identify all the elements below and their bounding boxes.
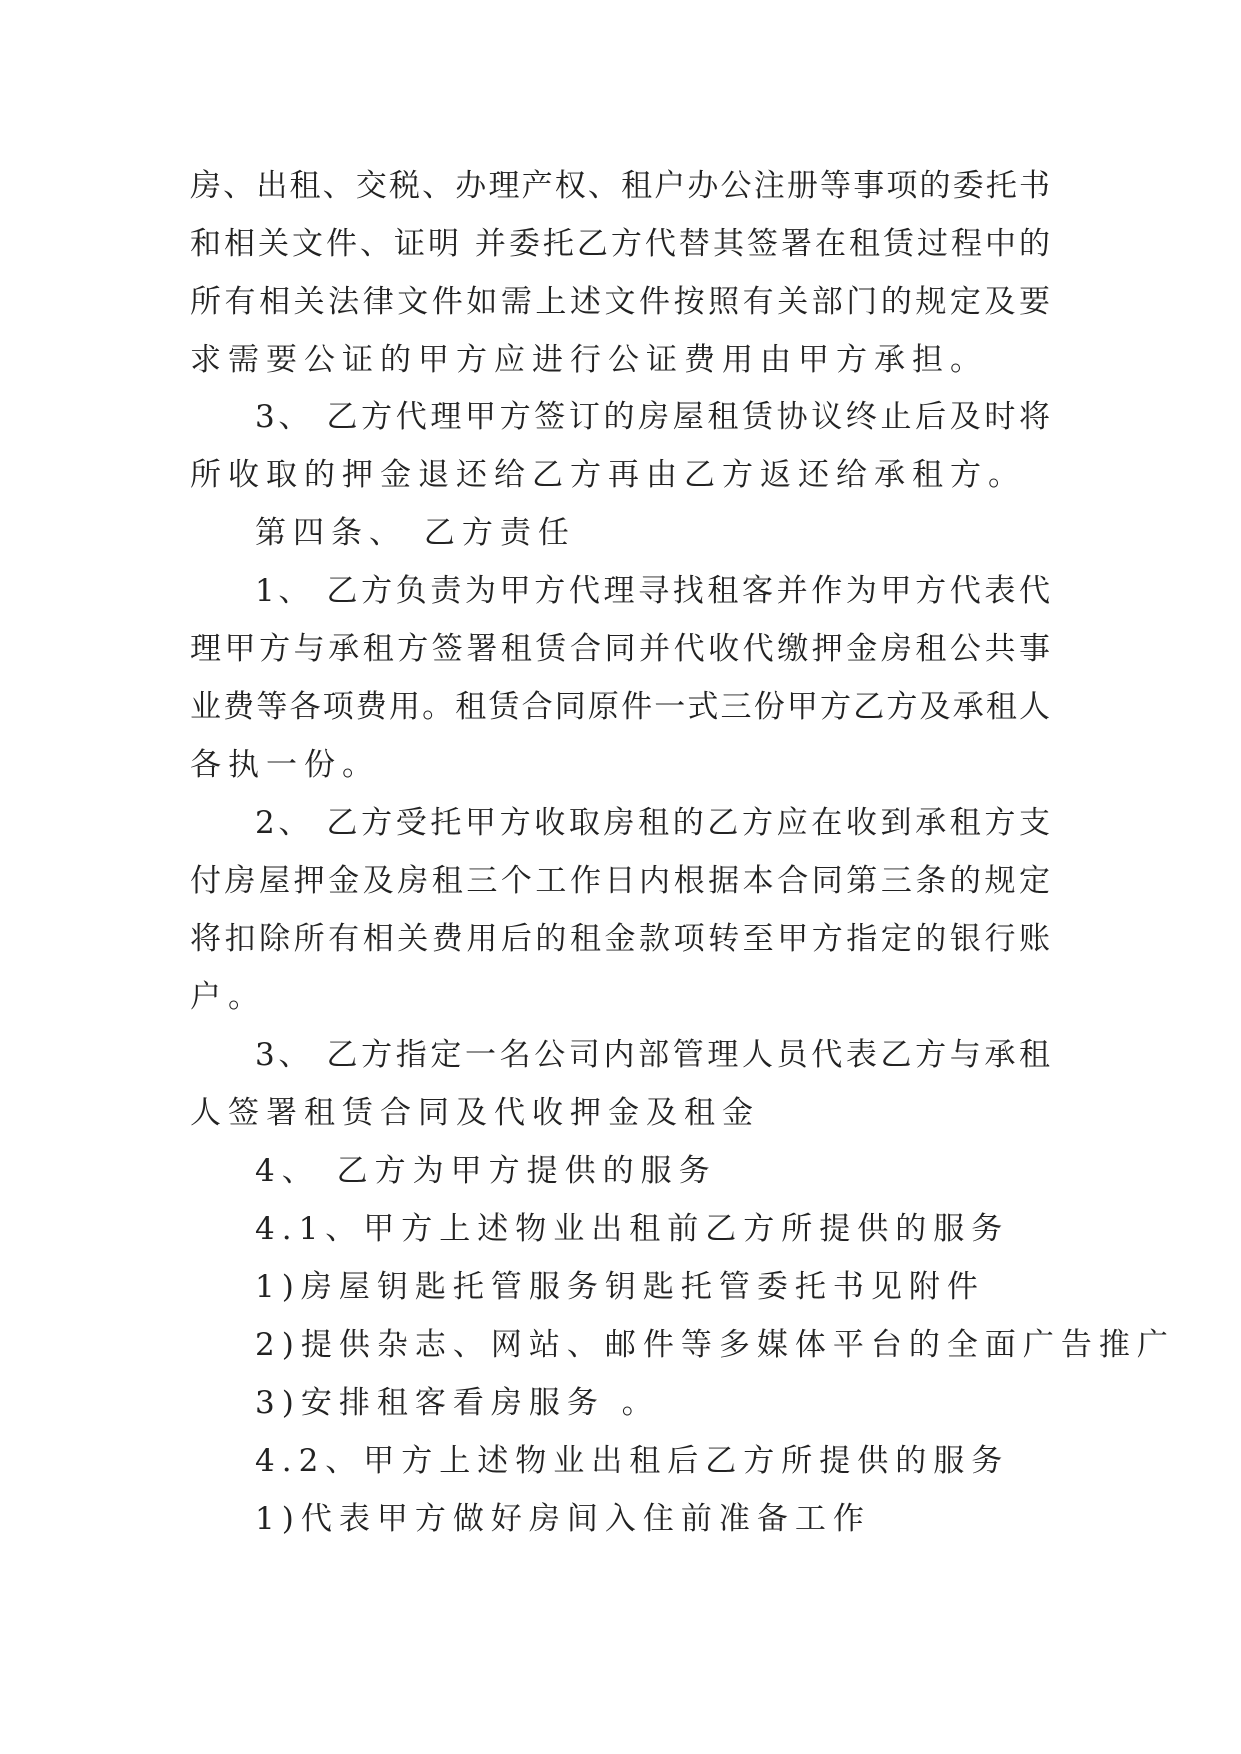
text-line-4: 求需要公证的甲方应进行公证费用由甲方承担。 [190, 342, 988, 378]
text-line-6: 所收取的押金退还给乙方再由乙方返还给承租方。 [190, 457, 1026, 493]
text-line-15: 户。 [190, 979, 266, 1015]
text-line-13: 付房屋押金及房租三个工作日内根据本合同第三条的规定 [190, 863, 1050, 899]
text-line-11: 各执一份。 [190, 747, 380, 783]
text-line-9: 理甲方与承租方签署租赁合同并代收代缴押金房租公共事 [190, 631, 1050, 667]
section-heading: 第四条、 乙方责任 [255, 515, 576, 551]
text-line-1: 房、出租、交税、办理产权、租户办公注册等事项的委托书 [190, 168, 1050, 204]
text-line-17: 人签署租赁合同及代收押金及租金 [190, 1095, 760, 1131]
text-line-3: 所有相关法律文件如需上述文件按照有关部门的规定及要 [190, 284, 1050, 320]
text-line-16: 3、 乙方指定一名公司内部管理人员代表乙方与承租 [255, 1037, 1050, 1073]
text-line-24: 1)代表甲方做好房间入住前准备工作 [255, 1501, 871, 1537]
text-line-21: 2)提供杂志、网站、邮件等多媒体平台的全面广告推广 [255, 1327, 1175, 1363]
text-line-8: 1、 乙方负责为甲方代理寻找租客并作为甲方代表代 [255, 573, 1050, 609]
text-line-20: 1)房屋钥匙托管服务钥匙托管委托书见附件 [255, 1269, 985, 1305]
text-line-10: 业费等各项费用。租赁合同原件一式三份甲方乙方及承租人 [190, 689, 1050, 725]
text-line-5: 3、 乙方代理甲方签订的房屋租赁协议终止后及时将 [255, 399, 1050, 435]
text-line-19: 4.1、甲方上述物业出租前乙方所提供的服务 [255, 1211, 1010, 1247]
text-line-2: 和相关文件、证明 并委托乙方代替其签署在租赁过程中的 [190, 226, 1050, 262]
text-line-23: 4.2、甲方上述物业出租后乙方所提供的服务 [255, 1443, 1010, 1479]
text-line-22: 3)安排租客看房服务 。 [255, 1385, 660, 1421]
text-line-14: 将扣除所有相关费用后的租金款项转至甲方指定的银行账 [190, 921, 1050, 957]
text-line-18: 4、 乙方为甲方提供的服务 [255, 1153, 717, 1189]
text-line-12: 2、 乙方受托甲方收取房租的乙方应在收到承租方支 [255, 805, 1050, 841]
